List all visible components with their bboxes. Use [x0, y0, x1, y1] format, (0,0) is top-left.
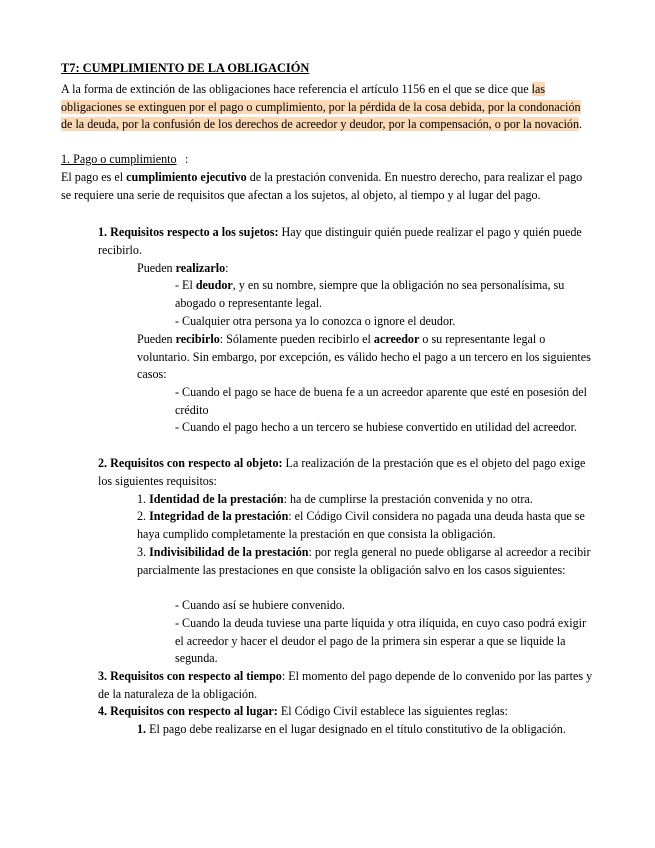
intro-paragraph [61, 81, 591, 134]
pueden-realizarlo: Pueden realizarlo: [137, 261, 229, 275]
section-1-paragraph: El pago es el cumplimiento ejecutivo de la prestación convenida. En nuestro derecho, para realizar el pago se requiere una serie de requisitos que afectan a los sujetos, al objeto, al tiempo y al lugar del pago. [61, 170, 583, 202]
lugar-item-1: 1. El pago debe realizarse en el lugar designado en el título constitutivo de la obligación. [137, 722, 566, 736]
realizarlo-item-otra: - Cualquier otra persona ya lo conozca o ignore el deudor. [175, 314, 456, 328]
objeto-item-indivisibilidad: 3. Indivisibilidad de la prestación: por regla general no puede obligarse al acreedor a recibir parcialmente las prestaciones en que consiste la obligación salvo en los casos siguientes: [137, 545, 591, 577]
intro-lead: A la forma de extinción de las obligaciones hace referencia el artículo 1156 en el que se dice que [61, 82, 532, 96]
req-lugar: 4. Requisitos con respecto al lugar: El Código Civil establece las siguientes reglas: [98, 704, 508, 718]
req-sujetos: 1. Requisitos respecto a los sujetos: Hay que distinguir quién puede realizar el pago y quién puede recibirlo. [98, 225, 582, 257]
indivisibilidad-case-liquida: - Cuando la deuda tuviese una parte líquida y otra ilíquida, en cuyo caso podrá exigir el acreedor y hacer el deudor el pago de la primera sin esperar a que se liquide la segunda. [175, 616, 587, 666]
document-title: T7: CUMPLIMIENTO DE LA OBLIGACIÓN [61, 61, 310, 75]
intro-end: . [579, 117, 583, 132]
req-objeto: 2. Requisitos con respecto al objeto: La realización de la prestación que es el objeto del pago exige los siguientes requisitos: [98, 456, 586, 488]
intro-highlight: las obligaciones se extinguen por el pago o cumplimiento, por la pérdida de la cosa debida, por la condonación de la deuda, por la confusión de los derechos de acreedor y deudor, por la compensación, o por la novación [61, 82, 581, 132]
objeto-item-identidad: 1. Identidad de la prestación: ha de cumplirse la prestación convenida y no otra. [137, 492, 533, 506]
section-1-title: 1. Pago o cumplimiento [61, 152, 177, 166]
realizarlo-item-deudor: - El deudor, y en su nombre, siempre que la obligación no sea personalísima, su abogado o representante legal. [175, 278, 565, 310]
recibirlo-case-buena-fe: - Cuando el pago se hace de buena fe a un acreedor aparente que esté en posesión del crédito [175, 385, 588, 417]
pueden-recibirlo: Pueden recibirlo: Sólamente pueden recibirlo el acreedor o su representante legal o voluntario. Sin embargo, por excepción, es válido hecho el pago a un tercero en los siguientes casos: [137, 332, 591, 382]
req-tiempo: 3. Requisitos con respecto al tiempo: El momento del pago depende de lo convenido por las partes y de la naturaleza de la obligación. [98, 669, 593, 701]
indivisibilidad-case-convenido: - Cuando así se hubiere convenido. [175, 598, 345, 612]
objeto-item-integridad: 2. Integridad de la prestación: el Código Civil considera no pagada una deuda hasta que se haya cumplido completamente la prestación en que consista la obligación. [137, 509, 585, 541]
recibirlo-case-utilidad: - Cuando el pago hecho a un tercero se hubiese convertido en utilidad del acreedor. [175, 420, 577, 434]
section-1-colon: : [185, 152, 189, 166]
